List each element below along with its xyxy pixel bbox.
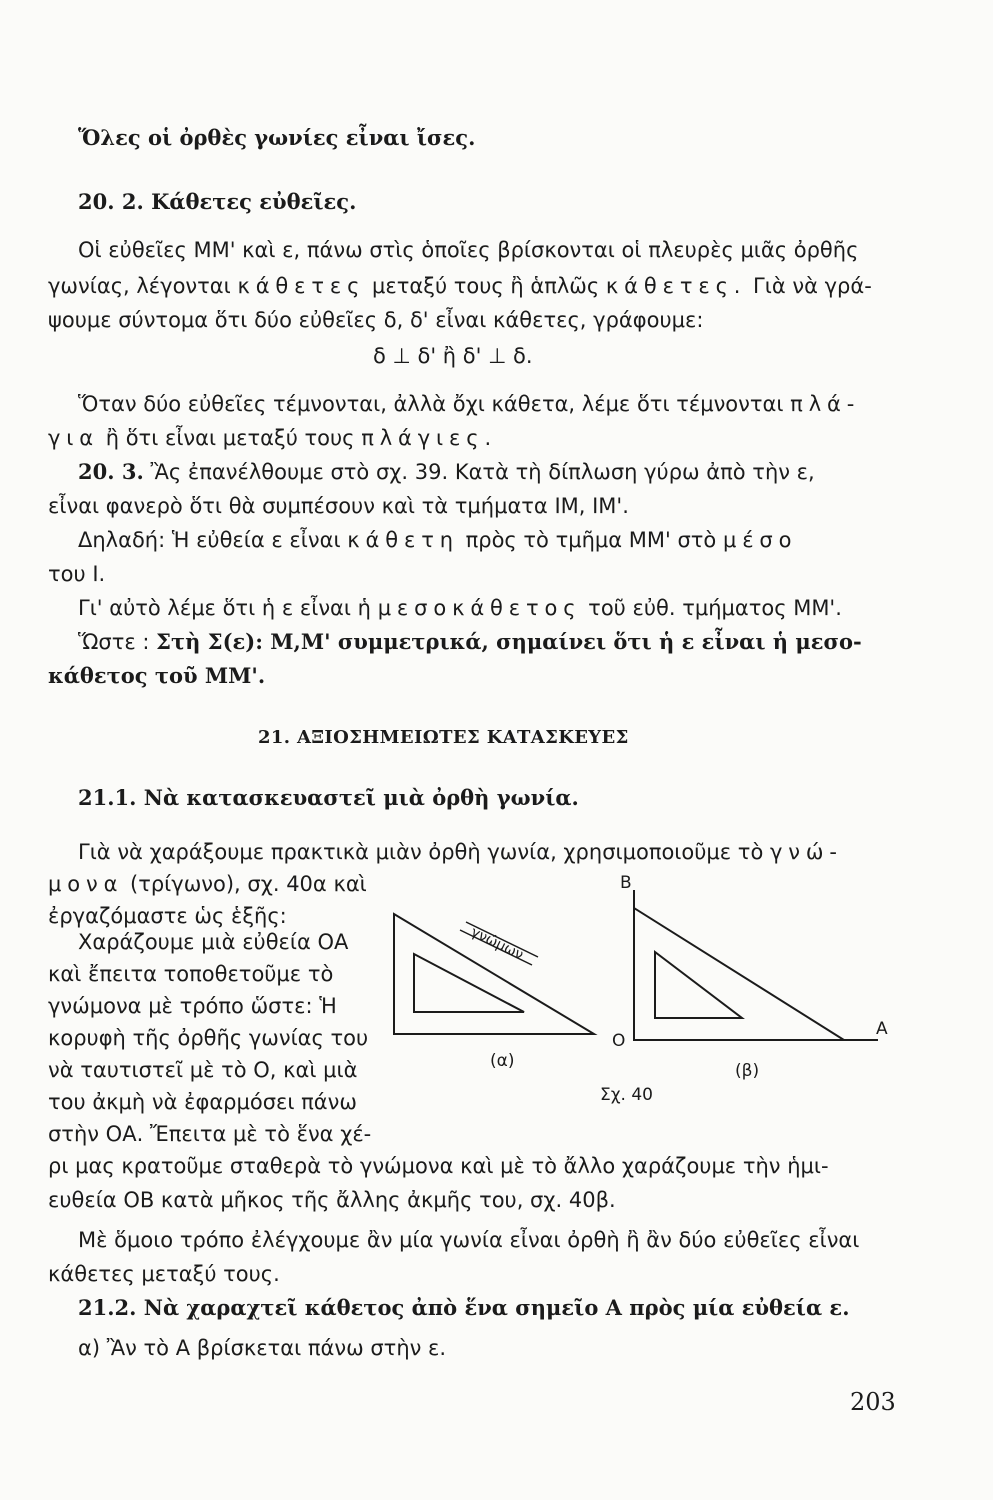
paragraph-line: του Ι. <box>48 562 106 586</box>
spaced-term: κάθετες. <box>605 274 747 298</box>
paragraph-line: 20. 3. Ἂς ἐπανέλθουμε στὸ σχ. 39. Κατὰ τὴ δίπλωση γύρω ἀπὸ τὴν ε, <box>78 459 815 484</box>
spaced-term: για <box>48 426 100 450</box>
spaced-term: μεσοκάθετος <box>377 596 582 620</box>
statement-right-angles-equal: Ὅλες οἱ ὀρθὲς γωνίες εἶναι ἴσες. <box>78 125 476 150</box>
paragraph-line: Δηλαδή: Ἡ εὐθεία ε εἶναι κάθετη πρὸς τὸ τμῆμα ΜΜ' στὸ μέσο <box>78 528 798 552</box>
paragraph-line: εἶναι φανερὸ ὅτι θὰ συμπέσουν καὶ τὰ τμήματα ΙΜ, ΙΜ'. <box>48 494 629 518</box>
bold-conclusion: Στὴ Σ(ε): Μ,Μ' συμμετρικά, σημαίνει ὅτι ἡ ε εἶναι ἡ μεσο- <box>156 629 862 654</box>
paragraph-line: ἐργαζόμαστε ὡς ἑξῆς: <box>48 904 287 928</box>
ruler-label: γνώμων <box>468 924 526 964</box>
paragraph-line: στὴν ΟΑ. Ἔπειτα μὲ τὸ ἕνα χέ- <box>48 1122 372 1146</box>
figure-label-a: (α) <box>490 1051 515 1071</box>
paragraph-line: του ἀκμὴ νὰ ἐφαρμόσει πάνω <box>48 1090 357 1114</box>
page-number: 203 <box>850 1388 896 1416</box>
figure-40a-set-square <box>394 914 594 1034</box>
paragraph-line: Ὥστε : Στὴ Σ(ε): Μ,Μ' συμμετρικά, σημαίνει ὅτι ἡ ε εἶναι ἡ μεσο- <box>78 629 862 654</box>
section-title-21-2: 21.2. Νὰ χαραχτεῖ κάθετος ἀπὸ ἕνα σημεῖο Α πρὸς μία εὐθεία ε. <box>78 1295 850 1320</box>
spaced-term: μονα <box>48 872 124 896</box>
set-square-inner <box>655 952 742 1018</box>
paragraph-line: ψουμε σύντομα ὅτι δύο εὐθεῖες δ, δ' εἶναι κάθετες, γράφουμε: <box>48 308 704 332</box>
section-title-21-1: 21.1. Νὰ κατασκευαστεῖ μιὰ ὀρθὴ γωνία. <box>78 785 579 810</box>
paragraph-line: Οἱ εὐθεῖες ΜΜ' καὶ ε, πάνω στὶς ὁποῖες βρίσκονται οἱ πλευρὲς μιᾶς ὀρθῆς <box>78 238 859 262</box>
paragraph-line: ευθεία ΟΒ κατὰ μῆκος τῆς ἄλλης ἀκμῆς του, σχ. 40β. <box>48 1188 616 1212</box>
paragraph-line: Ὅταν δύο εὐθεῖες τέμνονται, ἀλλὰ ὄχι κάθετα, λέμε ὅτι τέμνονται πλά- <box>78 392 861 416</box>
paragraph-line: κάθετες μεταξύ τους. <box>48 1262 280 1286</box>
figure-caption: Σχ. 40 <box>600 1085 654 1105</box>
paragraph-line: Γιὰ νὰ χαράξουμε πρακτικὰ μιὰν ὀρθὴ γωνία, χρησιμοποιοῦμε τὸ γνώ- <box>78 840 843 864</box>
spaced-term: κάθετη <box>347 528 459 552</box>
paragraph-line: καὶ ἔπειτα τοποθετοῦμε τὸ <box>48 962 334 986</box>
point-O-label: Ο <box>612 1031 626 1051</box>
spaced-term: κάθετες <box>237 274 366 298</box>
paragraph-line: μονα (τρίγωνο), σχ. 40α καὶ <box>48 872 367 896</box>
paragraph-line: νὰ ταυτιστεῖ μὲ τὸ Ο, καὶ μιὰ <box>48 1058 358 1082</box>
paragraph-line: για ἢ ὅτι εἶναι μεταξύ τους πλάγιες. <box>48 426 498 450</box>
paragraph-line: γνώμονα μὲ τρόπο ὥστε: Ἡ <box>48 994 337 1018</box>
point-A-label: Α <box>876 1019 888 1039</box>
figure-40b-set-square <box>634 890 878 1040</box>
spaced-term: μέσο <box>722 528 798 552</box>
perpendicular-formula: δ ⊥ δ' ἢ δ' ⊥ δ. <box>373 344 533 368</box>
paragraph-line: Μὲ ὅμοιο τρόπο ἐλέγχουμε ἂν μία γωνία εἶναι ὀρθὴ ἢ ἂν δύο εὐθεῖες εἶναι <box>78 1228 860 1252</box>
spaced-term: πλά- <box>790 392 861 416</box>
paragraph-line: κορυφὴ τῆς ὀρθῆς γωνίας του <box>48 1026 369 1050</box>
section-title-20-3: 20. 3. <box>78 459 144 484</box>
paragraph-line: Χαράζουμε μιὰ εὐθεία ΟΑ <box>78 930 349 954</box>
paragraph-line: ρι μας κρατοῦμε σταθερὰ τὸ γνώμονα καὶ μὲ τὸ ἄλλο χαράζουμε τὴν ἡμι- <box>48 1154 829 1178</box>
paragraph-line: Γι' αὐτὸ λέμε ὅτι ἡ ε εἶναι ἡ μεσοκάθετος τοῦ εὐθ. τμήματος ΜΜ'. <box>78 596 842 620</box>
chapter-heading-21: 21. ΑΞΙΟΣΗΜΕΙΩΤΕΣ ΚΑΤΑΣΚΕΥΕΣ <box>258 727 629 748</box>
set-square-outer <box>394 914 594 1034</box>
paragraph-line: γωνίας, λέγονται κάθετες μεταξύ τους ἢ ἁπλῶς κάθετες. Γιὰ νὰ γρά- <box>48 274 872 298</box>
bold-conclusion: κάθετος τοῦ ΜΜ'. <box>48 663 266 688</box>
section-title-20-2: 20. 2. Κάθετες εὐθεῖες. <box>78 189 357 214</box>
spaced-term: πλάγιες. <box>361 426 498 450</box>
spaced-term: γνώ- <box>769 840 843 864</box>
point-B-label: Β <box>620 873 632 893</box>
figure-label-b: (β) <box>735 1061 760 1081</box>
paragraph-line: α) Ἂν τὸ Α βρίσκεται πάνω στὴν ε. <box>78 1336 447 1360</box>
set-square-outer <box>634 908 844 1040</box>
